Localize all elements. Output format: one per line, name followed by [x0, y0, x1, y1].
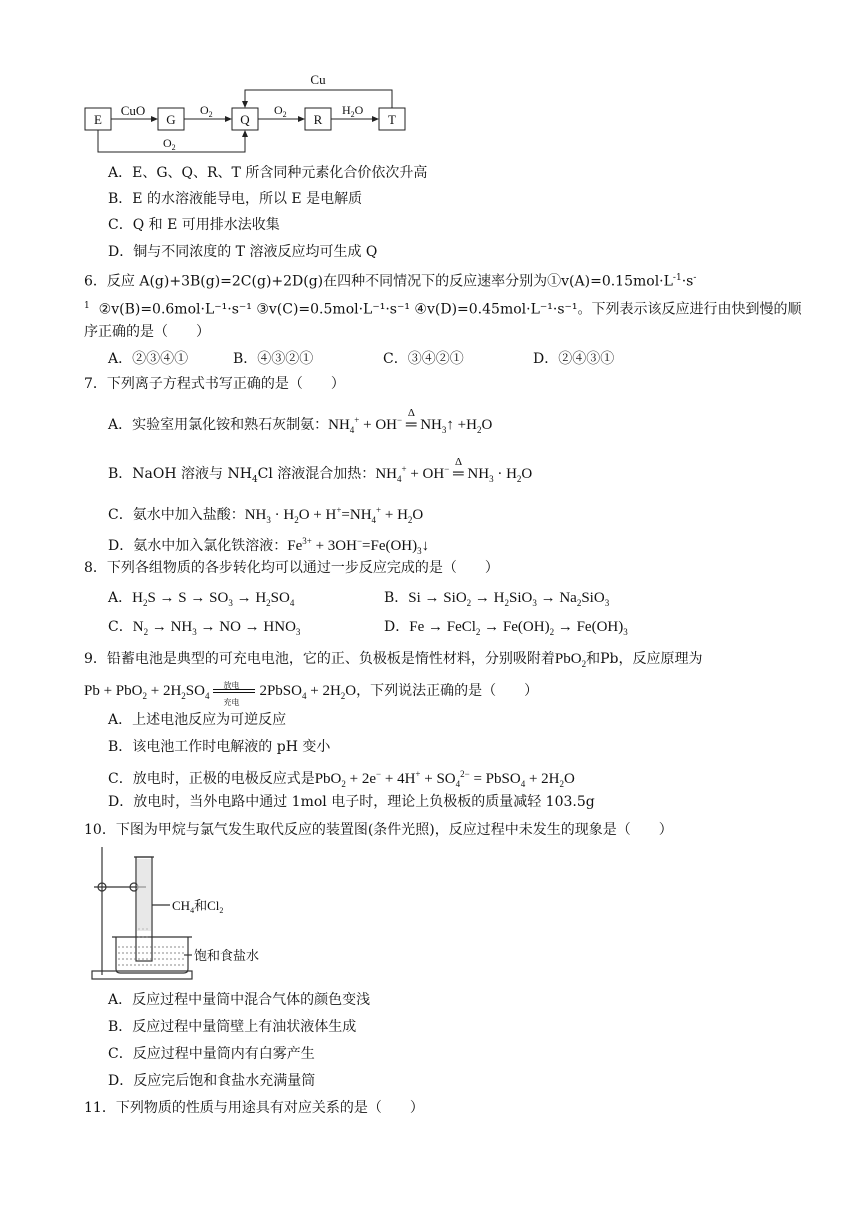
q9-option-a: A．上述电池反应为可逆反应 — [108, 712, 287, 728]
q6-stem-line1: 6．反应 A(g)+3B(g)=2C(g)+2D(g)在四种不同情况下的反应速率分别为$①v(A)=0.15mol\cdot L^{-1}\cdot s^-$ — [84, 273, 697, 290]
q6-option-b: B．④③②① — [233, 351, 314, 367]
q8-option-d: D．Fe → FeCl$_2$ → $Fe(OH)_2 \to Fe(OH)_3$ — [384, 619, 628, 637]
q5-option-c: C．Q 和 E 可用排水法收集 — [108, 217, 280, 233]
q8-stem: 8．下列各组物质的各步转化均可以通过一步反应完成的是（ ） — [84, 560, 499, 576]
q7-option-b: B．NaOH 溶液与 $NH_4Cl$ 溶液混合加热：$NH_4^+ + OH^-$ ═ Δ $NH_3 \cdot H_2O$ — [108, 456, 533, 485]
node-e-label: E — [94, 112, 102, 127]
label-o2-qr: $O_2$ — [274, 103, 287, 119]
q7-option-a: A．实验室用氯化铵和熟石灰制氨：$NH_4^+ + OH^-$ ═ Δ $NH_3↑ +H_2O$ — [108, 407, 493, 435]
label-water: 饱和食盐水 — [194, 948, 260, 963]
q8-option-b: B．$Si \to SiO_2 \to H_2SiO_3 \to Na_2SiO_3$ — [384, 590, 610, 608]
q10-option-b: B．反应过程中量筒壁上有油状液体生成 — [108, 1019, 357, 1035]
node-g-label: G — [166, 112, 176, 127]
label-o2-bottom: $O_2$ — [163, 136, 176, 152]
q7-option-c: C．氨水中加入盐酸：$NH_3 \cdot H_2O + H^+=NH_4^+ + H_2O$ — [108, 505, 424, 525]
conversion-diagram — [80, 68, 420, 160]
q6-option-c: C．③④②① — [383, 351, 464, 367]
q9-stem-line2: $Pb + PbO_2 + 2H_2SO_4$ 放电 充电 2PbSO$_4$ + $2H_2O$，下列说法正确的是（ ） — [84, 681, 538, 706]
q5-option-a: A．E、G、Q、R、T 所含同种元素化合价依次升高 — [108, 165, 428, 181]
q5-option-b: B．E 的水溶液能导电，所以 E 是电解质 — [108, 191, 363, 207]
q8-option-a: A．$H_2S \to S \to SO_3 \to H_2SO_4$ — [108, 590, 295, 608]
q6-option-a: A．②③④① — [108, 351, 189, 367]
discharge-label: 放电 — [223, 681, 240, 690]
q6-stem-line2: $^1$ ②v(B)=0.6mol·L⁻¹·s⁻¹ ③v(C)=0.5mol·L⁻¹·s⁻¹ ④v(D)=0.45mol·L⁻¹·s⁻¹。下列表示该反应进行由快到慢的顺 — [84, 301, 802, 318]
q6-option-d: D．②④③① — [533, 351, 615, 367]
label-h2o: $H_2O$ — [342, 103, 364, 119]
q7-option-d: D．氨水中加入氯化铁溶液：$Fe^{3+}$ + $3OH^-=Fe(OH)_3↓$ — [108, 536, 430, 556]
label-gas: $CH_4$和$Cl_2$ — [172, 898, 224, 915]
q9-option-c: C．放电时，正极的电极反应式是$PbO_2 + 2e^- + 4H^+ + SO_4^{2-}$ = PbSO$_4$ + $2H_2O$ — [108, 769, 575, 789]
node-t-label: T — [388, 112, 396, 127]
q10-option-d: D．反应完后饱和食盐水充满量筒 — [108, 1073, 316, 1089]
q9-option-b: B．该电池工作时电解液的 pH 变小 — [108, 739, 331, 755]
q5-option-d: D．铜与不同浓度的 T 溶液反应均可生成 Q — [108, 244, 378, 260]
q6-stem-line3: 序正确的是（ ） — [84, 324, 210, 340]
label-cuo: CuO — [120, 103, 146, 118]
label-o2-gq: $O_2$ — [200, 103, 213, 119]
charge-label: 充电 — [223, 698, 240, 707]
q8-option-c: C．$N_2 \to NH_3$ → NO → $HNO_3$ — [108, 619, 301, 637]
q9-stem-line1: 9．铅蓄电池是典型的可充电电池，它的正、负极板是惰性材料，分别吸附着PbO$_2$和Pb，反应原理为 — [84, 651, 703, 669]
node-q-label: Q — [240, 112, 250, 127]
node-r-label: R — [313, 112, 323, 127]
methane-chlorine-apparatus — [88, 845, 308, 985]
q10-option-c: C．反应过程中量筒内有白雾产生 — [108, 1046, 315, 1062]
q7-stem: 7．下列离子方程式书写正确的是（ ） — [84, 376, 345, 392]
label-cu: Cu — [310, 72, 326, 87]
q11-stem: 11．下列物质的性质与用途具有对应关系的是（ ） — [84, 1100, 424, 1116]
q10-stem: 10．下图为甲烷与氯气发生取代反应的装置图(条件光照)，反应过程中未发生的现象是（ ） — [84, 822, 673, 838]
q10-option-a: A．反应过程中量筒中混合气体的颜色变浅 — [108, 992, 371, 1008]
q9-option-d: D．放电时，当外电路中通过 1mol 电子时，理论上负极板的质量减轻 103.5g — [108, 794, 595, 810]
